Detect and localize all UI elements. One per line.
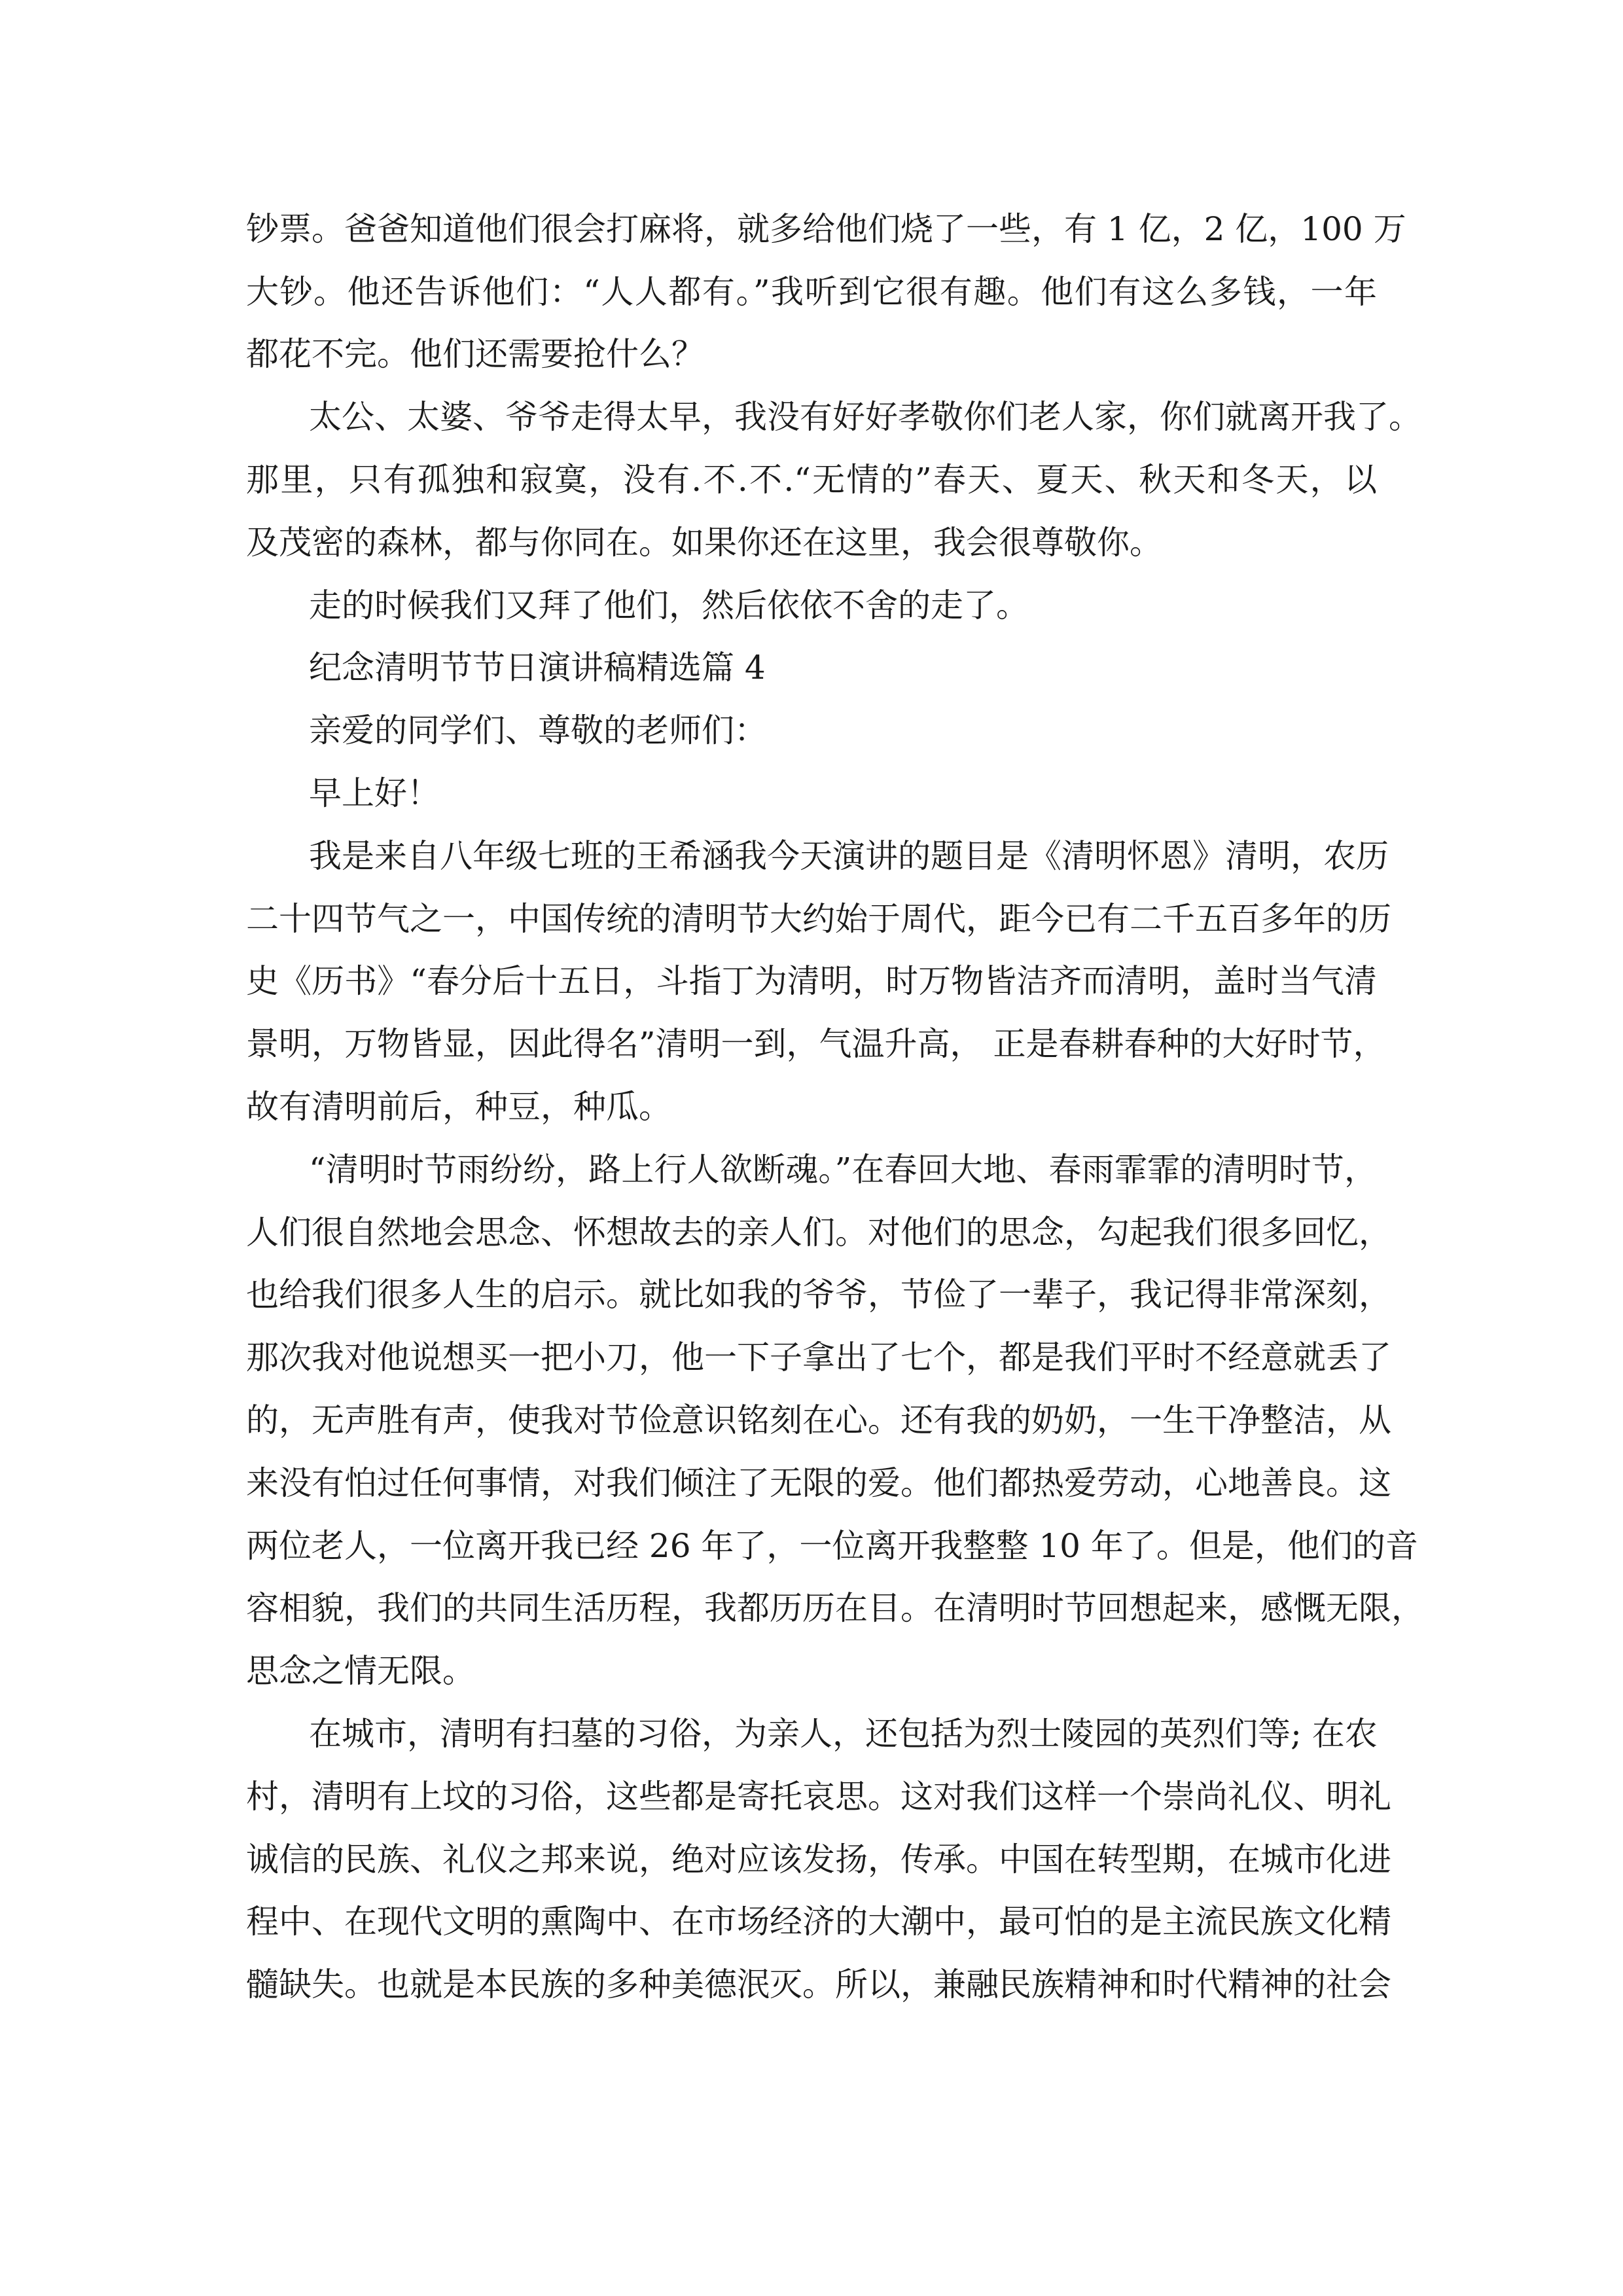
text-line: 那里，只有孤独和寂寞，没有.不.不.“无情的”春天、夏天、秋天和冬天，以	[246, 461, 1377, 499]
text-line: 村，清明有上坟的习俗，这些都是寄托哀思。这对我们这样一个崇尚礼仪、明礼	[246, 1778, 1391, 1816]
text-line: 景明，万物皆显，因此得名”清明一到，气温升高， 正是春耕春种的大好时节，	[246, 1025, 1386, 1063]
text-line: 大钞。他还告诉他们：“人人都有。”我听到它很有趣。他们有这么多钱，一年	[246, 273, 1377, 311]
greeting: 早上好！	[309, 774, 440, 812]
text-line: 钞票。爸爸知道他们很会打麻将，就多给他们烧了一些，有 1 亿，2 亿，100 万	[246, 210, 1406, 248]
salutation: 亲爱的同学们、尊敬的老师们：	[309, 711, 767, 749]
text-line: 也给我们很多人生的启示。就比如我的爷爷，节俭了一辈子，我记得非常深刻，	[246, 1276, 1391, 1314]
section-heading: 纪念清明节节日演讲稿精选篇 4	[309, 649, 766, 687]
text-line: 史《历书》“春分后十五日，斗指丁为清明，时万物皆洁齐而清明，盖时当气清	[246, 962, 1377, 1000]
text-line: 容相貌，我们的共同生活历程，我都历历在目。在清明时节回想起来，感慨无限，	[246, 1589, 1424, 1627]
text-line: 二十四节气之一，中国传统的清明节大约始于周代，距今已有二千五百多年的历	[246, 900, 1391, 938]
text-line: 在城市，清明有扫墓的习俗，为亲人，还包括为烈士陵园的英烈们等; 在农	[309, 1715, 1378, 1753]
text-line: 故有清明前后，种豆，种瓜。	[246, 1088, 671, 1126]
text-line: 我是来自八年级七班的王希涵我今天演讲的题目是《清明怀恩》清明，农历	[309, 837, 1389, 875]
text-line: “清明时节雨纷纷，路上行人欲断魂。”在春回大地、春雨霏霏的清明时节，	[309, 1151, 1377, 1189]
text-line: 诚信的民族、礼仪之邦来说，绝对应该发扬，传承。中国在转型期，在城市化进	[246, 1840, 1391, 1878]
text-line: 都花不完。他们还需要抢什么？	[246, 335, 704, 373]
text-line: 两位老人，一位离开我已经 26 年了，一位离开我整整 10 年了。但是，他们的音	[246, 1527, 1418, 1565]
text-line: 太公、太婆、爷爷走得太早，我没有好好孝敬你们老人家，你们就离开我了。	[309, 398, 1421, 436]
text-line: 思念之情无限。	[246, 1652, 475, 1690]
text-line: 走的时候我们又拜了他们，然后依依不舍的走了。	[309, 586, 1029, 624]
text-line: 来没有怕过任何事情，对我们倾注了无限的爱。他们都热爱劳动，心地善良。这	[246, 1464, 1391, 1502]
text-line: 及茂密的森林，都与你同在。如果你还在这里，我会很尊敬你。	[246, 524, 1162, 562]
text-line: 人们很自然地会思念、怀想故去的亲人们。对他们的思念，勾起我们很多回忆，	[246, 1213, 1391, 1251]
text-line: 的，无声胜有声，使我对节俭意识铭刻在心。还有我的奶奶，一生干净整洁，从	[246, 1401, 1391, 1439]
text-line: 髓缺失。也就是本民族的多种美德泯灭。所以，兼融民族精神和时代精神的社会	[246, 1965, 1391, 2003]
text-line: 程中、在现代文明的熏陶中、在市场经济的大潮中，最可怕的是主流民族文化精	[246, 1903, 1391, 1941]
text-line: 那次我对他说想买一把小刀，他一下子拿出了七个，都是我们平时不经意就丢了	[246, 1338, 1391, 1376]
